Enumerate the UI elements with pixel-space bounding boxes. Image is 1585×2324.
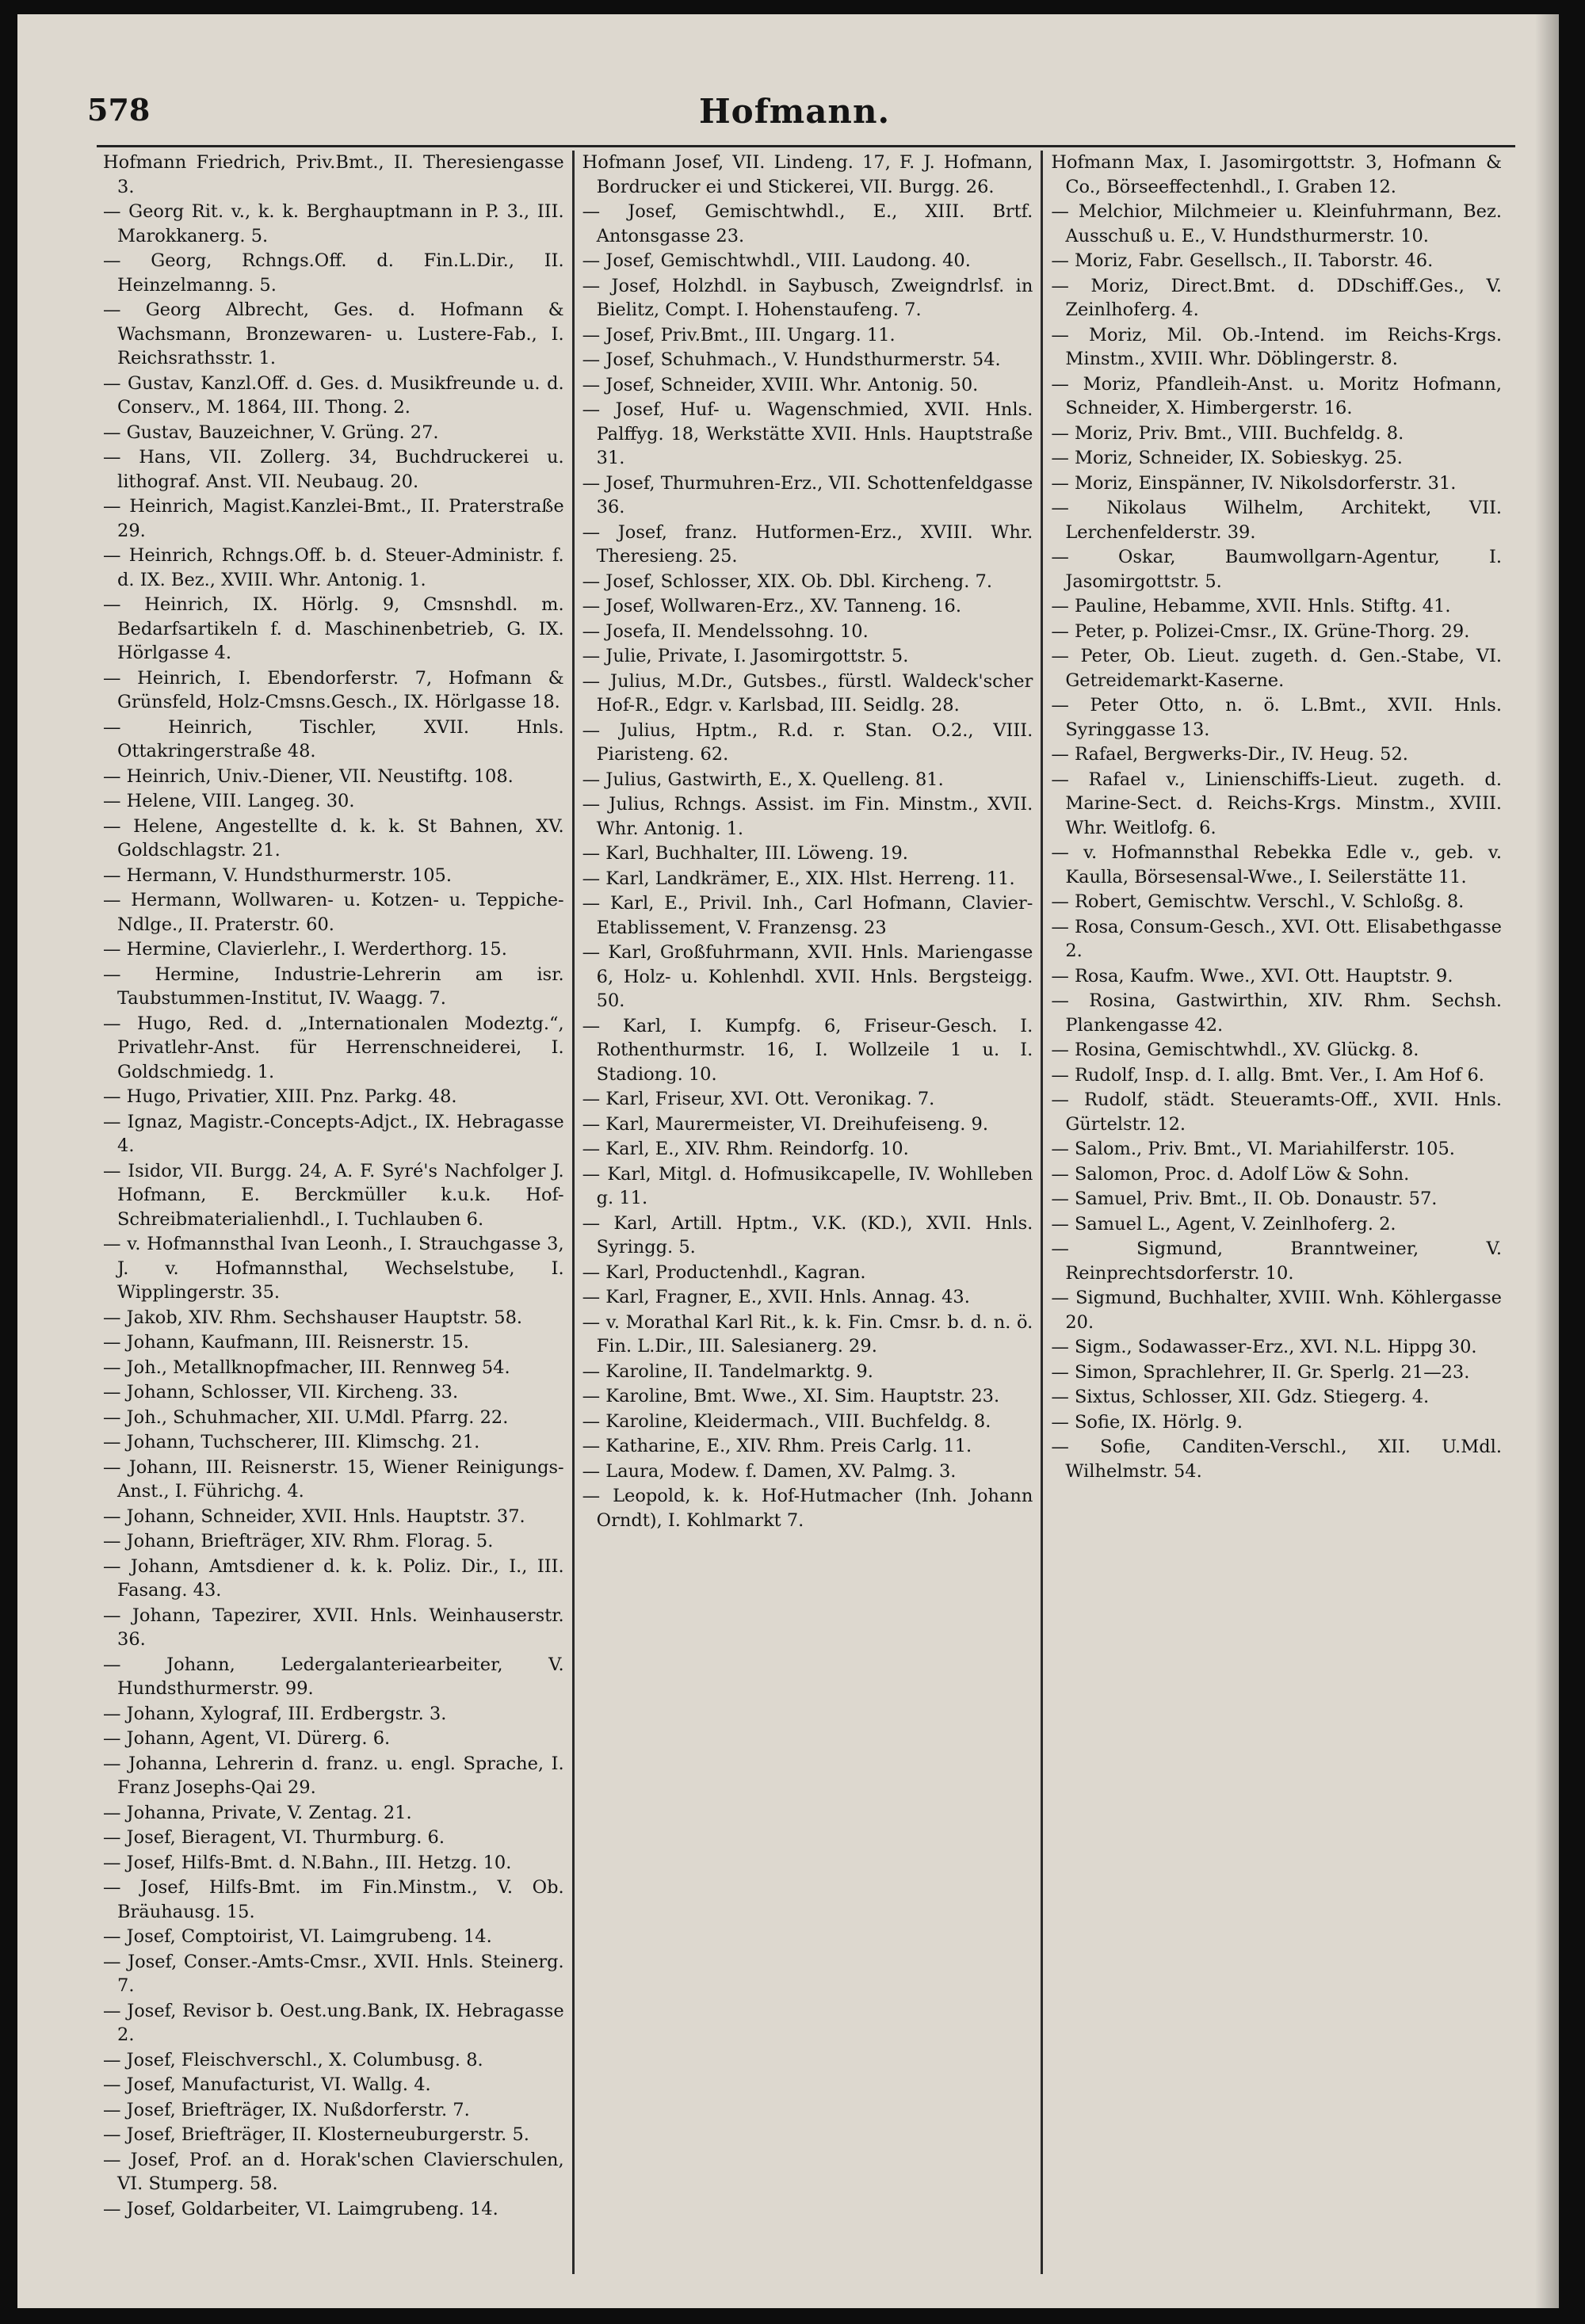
column-2 <box>572 151 1041 2274</box>
directory-entry: — Georg Rit. v., k. k. Berghauptmann in P. 3., III. Marokkanerg. 5. <box>103 201 564 246</box>
directory-entry: — Moriz, Fabr. Gesellsch., II. Taborstr. 46. <box>1051 250 1434 271</box>
directory-entry: — Josef, Hilfs-Bmt. im Fin.Minstm., V. Ob. Bräuhausg. 15. <box>103 1877 564 1922</box>
directory-entry: — Salomon, Proc. d. Adolf Löw & Sohn. <box>1051 1163 1410 1185</box>
directory-entry: — Josef, Manufacturist, VI. Wallg. 4. <box>103 2074 431 2095</box>
directory-entry: — Josef, Schlosser, XIX. Ob. Dbl. Kircheng. 7. <box>582 571 992 592</box>
directory-entry: — Josef, Wollwaren-Erz., XV. Tanneng. 16. <box>582 596 962 616</box>
directory-entry: — Georg Albrecht, Ges. d. Hofmann & Wachsmann, Bronzewaren- u. Lustere-Fab., I. Reichsrathsstr. 1. <box>103 300 564 368</box>
directory-entry: — Sigm., Sodawasser-Erz., XVI. N.L. Hippg 30. <box>1051 1337 1477 1357</box>
directory-entry: — Helene, Angestellte d. k. k. St Bahnen, XV. Goldschlagstr. 21. <box>103 815 564 861</box>
directory-entry: — Pauline, Hebamme, XVII. Hnls. Stiftg. 41. <box>1051 596 1451 616</box>
directory-entry: — Josef, Goldarbeiter, VI. Laimgrubeng. 14. <box>103 2198 498 2219</box>
directory-entry: — Josefa, II. Mendelssohng. 10. <box>582 620 869 642</box>
directory-entry: — Josef, Huf- u. Wagenschmied, XVII. Hnls. Palffyg. 18, Werkstätte XVII. Hnls. Hauptstraße 31. <box>582 399 1033 468</box>
header-rule <box>97 145 1515 147</box>
directory-entry: — Rafael v., Linienschiffs-Lieut. zugeth. d. Marine-Sect. d. Reichs-Krgs. Minstm., XVIII. Whr. Weitlofg. 6. <box>1051 769 1502 838</box>
directory-entry: — Johann, Agent, VI. Dürerg. 6. <box>103 1728 391 1749</box>
directory-entry: — Melchior, Milchmeier u. Kleinfuhrmann, Bez. Ausschuß u. E., V. Hundsthurmerstr. 10. <box>1051 201 1502 246</box>
directory-entry: — Sofie, Canditen-Verschl., XII. U.Mdl. Wilhelmstr. 54. <box>1051 1437 1502 1482</box>
directory-entry: — Karoline, Bmt. Wwe., XI. Sim. Hauptstr. 23. <box>582 1386 1000 1406</box>
directory-entry: — Moriz, Priv. Bmt., VIII. Buchfeldg. 8. <box>1051 422 1404 444</box>
directory-entry: — Hermine, Clavierlehr., I. Werderthorg. 15. <box>103 939 507 960</box>
directory-entry: — Helene, VIII. Langeg. 30. <box>103 791 355 811</box>
directory-entry: — Johann, Tapezirer, XVII. Hnls. Weinhauserstr. 36. <box>103 1605 564 1650</box>
directory-entry: — Sigmund, Buchhalter, XVIII. Wnh. Köhlergasse 20. <box>1051 1288 1502 1333</box>
directory-entry: — Hermine, Industrie-Lehrerin am isr. Taubstummen-Institut, IV. Waagg. 7. <box>103 964 564 1009</box>
directory-entry: — Julius, Gastwirth, E., X. Quelleng. 81. <box>582 769 944 790</box>
directory-entry: — Simon, Sprachlehrer, II. Gr. Sperlg. 21—23. <box>1051 1361 1470 1383</box>
directory-entry: — Johann, Tuchscherer, III. Klimschg. 21. <box>103 1432 480 1452</box>
directory-entry: — Salom., Priv. Bmt., VI. Mariahilferstr. 105. <box>1051 1139 1455 1159</box>
directory-entry: — Julius, Rchngs. Assist. im Fin. Minstm., XVII. Whr. Antonig. 1. <box>582 794 1033 839</box>
directory-entry: — Peter, p. Polizei-Cmsr., IX. Grüne-Thorg. 29. <box>1051 620 1470 642</box>
directory-entry: — Sixtus, Schlosser, XII. Gdz. Stiegerg. 4. <box>1051 1387 1430 1407</box>
directory-entry: — Johann, Xylograf, III. Erdbergstr. 3. <box>103 1703 447 1724</box>
directory-entry: — Sofie, IX. Hörlg. 9. <box>1051 1411 1243 1433</box>
directory-entry: — Josef, Revisor b. Oest.ung.Bank, IX. Hebragasse 2. <box>103 2000 564 2045</box>
directory-entry: — Georg, Rchngs.Off. d. Fin.L.Dir., II. Heinzelmanng. 5. <box>103 250 564 296</box>
directory-entry: — Johann, Schneider, XVII. Hnls. Hauptstr. 37. <box>103 1505 525 1527</box>
directory-entry: — Heinrich, IX. Hörlg. 9, Cmsnshdl. m. Bedarfsartikeln f. d. Maschinenbetrieb, G. IX. Hörlgasse 4. <box>103 594 564 663</box>
directory-entry: — Johann, Amtsdiener d. k. k. Poliz. Dir., I., III. Fasang. 43. <box>103 1555 564 1601</box>
directory-entry: — v. Hofmannsthal Ivan Leonh., I. Strauchgasse 3, J. v. Hofmannsthal, Wechselstube, I. Wipplingerstr. 35. <box>103 1234 564 1303</box>
directory-entry: — Julius, M.Dr., Gutsbes., fürstl. Waldeck'scher Hof-R., Edgr. v. Karlsbad, III. Seidlg. 28. <box>582 670 1033 716</box>
directory-entry: — Isidor, VII. Burgg. 24, A. F. Syré's Nachfolger J. Hofmann, E. Berckmüller k.u.k. Hof-Schreibmaterialienhdl., I. Tuchlauben 6. <box>103 1160 564 1230</box>
running-head: Hofmann. <box>699 92 891 131</box>
directory-entry: — Karl, I. Kumpfg. 6, Friseur-Gesch. I. Rothenthurmstr. 16, I. Wollzeile 1 u. I. Stadiong. 10. <box>582 1015 1033 1085</box>
directory-entry: — Josef, franz. Hutformen-Erz., XVIII. Whr. Theresieng. 25. <box>582 521 1033 567</box>
directory-entry: — Moriz, Einspänner, IV. Nikolsdorferstr. 31. <box>1051 472 1457 494</box>
directory-entry: — Samuel, Priv. Bmt., II. Ob. Donaustr. 57. <box>1051 1189 1438 1209</box>
directory-entry: — Oskar, Baumwollgarn-Agentur, I. Jasomirgottstr. 5. <box>1051 547 1502 592</box>
directory-entry: — Heinrich, Univ.-Diener, VII. Neustiftg. 108. <box>103 765 514 787</box>
directory-entry: — Karl, Landkrämer, E., XIX. Hlst. Herreng. 11. <box>582 868 1015 889</box>
directory-entry: — Heinrich, I. Ebendorferstr. 7, Hofmann & Grünsfeld, Holz-Cmsns.Gesch., IX. Hörlgasse 18. <box>103 667 564 712</box>
directory-entry: — Josef, Gemischtwhdl., E., XIII. Brtf. Antonsgasse 23. <box>582 201 1033 246</box>
directory-entry: — Heinrich, Rchngs.Off. b. d. Steuer-Administr. f. d. IX. Bez., XVIII. Whr. Antonig. 1. <box>103 545 564 590</box>
directory-entry: — Karl, Buchhalter, III. Löweng. 19. <box>582 843 908 864</box>
directory-entry: — Joh., Schuhmacher, XII. U.Mdl. Pfarrg. 22. <box>103 1406 509 1428</box>
directory-entry: — Karoline, II. Tandelmarktg. 9. <box>582 1360 873 1382</box>
directory-entry: — Josef, Holzhdl. in Saybusch, Zweigndrlsf. in Bielitz, Compt. I. Hohenstaufeng. 7. <box>582 275 1033 320</box>
directory-entry: — Rosina, Gemischtwhdl., XV. Glückg. 8. <box>1051 1040 1419 1060</box>
directory-entry: — Hans, VII. Zollerg. 34, Buchdruckerei u. lithograf. Anst. VII. Neubaug. 20. <box>103 447 564 492</box>
directory-entry: — Rudolf, städt. Steueramts-Off., XVII. Hnls. Gürtelstr. 12. <box>1051 1089 1502 1135</box>
directory-entry: — Sigmund, Branntweiner, V. Reinprechtsdorferstr. 10. <box>1051 1238 1502 1284</box>
directory-entry: — Karl, Großfuhrmann, XVII. Hnls. Mariengasse 6, Holz- u. Kohlenhdl. XVII. Hnls. Bergsteigg. 50. <box>582 942 1033 1011</box>
page-edge-shadow <box>1535 14 1559 2308</box>
directory-entry: — Josef, Gemischtwhdl., VIII. Laudong. 40. <box>582 250 971 271</box>
directory-entry: — Karl, Maurermeister, VI. Dreihufeiseng. 9. <box>582 1113 988 1135</box>
directory-entry: — Karl, Artill. Hptm., V.K. (KD.), XVII. Hnls. Syringg. 5. <box>582 1212 1033 1257</box>
directory-entry: — Moriz, Mil. Ob.-Intend. im Reichs-Krgs. Minstm., XVIII. Whr. Döblingerstr. 8. <box>1051 324 1502 369</box>
directory-entry: — Josef, Bieragent, VI. Thurmburg. 6. <box>103 1827 445 1848</box>
directory-entry: — Julius, Hptm., R.d. r. Stan. O.2., VIII. Piaristeng. 62. <box>582 719 1033 765</box>
directory-entry: — Josef, Briefträger, II. Klosterneuburgerstr. 5. <box>103 2124 529 2145</box>
directory-entry: — Hugo, Privatier, XIII. Pnz. Parkg. 48. <box>103 1086 457 1107</box>
directory-entry: — Hermann, Wollwaren- u. Kotzen- u. Teppiche-Ndlge., II. Praterstr. 60. <box>103 890 564 935</box>
directory-entry: Hofmann Max, I. Jasomirgottstr. 3, Hofmann & Co., Börseeffectenhdl., I. Graben 12. <box>1051 152 1502 197</box>
directory-entry: Hofmann Friedrich, Priv.Bmt., II. Theresiengasse 3. <box>103 152 564 197</box>
directory-entry: — Rudolf, Insp. d. I. allg. Bmt. Ver., I. Am Hof 6. <box>1051 1064 1484 1086</box>
directory-entry: — Karl, E., XIV. Rhm. Reindorfg. 10. <box>582 1139 909 1159</box>
directory-entry: — Johann, Briefträger, XIV. Rhm. Florag. 5. <box>103 1531 494 1551</box>
directory-entry: — Johann, III. Reisnerstr. 15, Wiener Reinigungs-Anst., I. Führichg. 4. <box>103 1456 564 1502</box>
directory-entry: — Josef, Hilfs-Bmt. d. N.Bahn., III. Hetzg. 10. <box>103 1852 512 1873</box>
directory-entry: — Josef, Prof. an d. Horak'schen Clavierschulen, VI. Stumperg. 58. <box>103 2149 564 2194</box>
directory-entry: — Peter, Ob. Lieut. zugeth. d. Gen.-Stabe, VI. Getreidemarkt-Kaserne. <box>1051 646 1502 691</box>
directory-entry: — Josef, Schuhmach., V. Hundsthurmerstr. 54. <box>582 349 1001 370</box>
directory-entry: — Jakob, XIV. Rhm. Sechshauser Hauptstr. 58. <box>103 1307 523 1328</box>
directory-entry: — Moriz, Direct.Bmt. d. DDschiff.Ges., V. Zeinlhoferg. 4. <box>1051 275 1502 320</box>
directory-entry: — Rosina, Gastwirthin, XIV. Rhm. Sechsh. Plankengasse 42. <box>1051 990 1502 1036</box>
directory-entry: — Johann, Schlosser, VII. Kircheng. 33. <box>103 1382 459 1402</box>
directory-entry: — Robert, Gemischtw. Verschl., V. Schloßg. 8. <box>1051 891 1465 912</box>
directory-entry: — Rosa, Kaufm. Wwe., XVI. Ott. Hauptstr. 9. <box>1051 965 1453 986</box>
directory-entry: — Johann, Ledergalanteriearbeiter, V. Hundsthurmerstr. 99. <box>103 1654 564 1699</box>
directory-entry: — Karl, Mitgl. d. Hofmusikcapelle, IV. Wohlleben g. 11. <box>582 1163 1033 1208</box>
directory-entry: — Joh., Metallknopfmacher, III. Rennweg 54. <box>103 1357 510 1378</box>
directory-entry: — Leopold, k. k. Hof-Hutmacher (Inh. Johann Orndt), I. Kohlmarkt 7. <box>582 1486 1033 1531</box>
directory-entry: — Katharine, E., XIV. Rhm. Preis Carlg. 11. <box>582 1436 972 1456</box>
directory-entry: — Heinrich, Magist.Kanzlei-Bmt., II. Praterstraße 29. <box>103 496 564 541</box>
page-number: 578 <box>87 92 151 128</box>
directory-entry: — Peter Otto, n. ö. L.Bmt., XVII. Hnls. Syringgasse 13. <box>1051 695 1502 740</box>
directory-entry: — Josef, Briefträger, IX. Nußdorferstr. 7. <box>103 2099 470 2120</box>
directory-entry: — Rafael, Bergwerks-Dir., IV. Heug. 52. <box>1051 744 1408 765</box>
directory-entry: — Julie, Private, I. Jasomirgottstr. 5. <box>582 646 909 666</box>
directory-entry: — Nikolaus Wilhelm, Architekt, VII. Lerchenfelderstr. 39. <box>1051 498 1502 543</box>
directory-entry: Hofmann Josef, VII. Lindeng. 17, F. J. Hofmann, Bordrucker ei und Stickerei, VII. Burgg. 26. <box>582 152 1033 197</box>
directory-entry: — Heinrich, Tischler, XVII. Hnls. Ottakringerstraße 48. <box>103 716 564 761</box>
directory-entry: — Johanna, Private, V. Zentag. 21. <box>103 1802 412 1823</box>
directory-entry: — Hermann, V. Hundsthurmerstr. 105. <box>103 864 453 886</box>
directory-entry: — Moriz, Schneider, IX. Sobieskyg. 25. <box>1051 448 1403 468</box>
directory-entry: — Samuel L., Agent, V. Zeinlhoferg. 2. <box>1051 1213 1396 1235</box>
directory-entry: — Karl, Productenhdl., Kagran. <box>582 1261 866 1283</box>
directory-entry: — Josef, Fleischverschl., X. Columbusg. 8. <box>103 2049 483 2070</box>
directory-entry: — Josef, Thurmuhren-Erz., VII. Schottenfeldgasse 36. <box>582 472 1033 517</box>
directory-entry: — Rosa, Consum-Gesch., XVI. Ott. Elisabethgasse 2. <box>1051 916 1502 961</box>
directory-entry: — Josef, Priv.Bmt., III. Ungarg. 11. <box>582 324 896 345</box>
entry-columns <box>103 151 1510 2274</box>
directory-entry: — Johann, Kaufmann, III. Reisnerstr. 15. <box>103 1332 469 1353</box>
directory-entry: — Karoline, Kleidermach., VIII. Buchfeldg. 8. <box>582 1410 991 1432</box>
directory-entry: — Ignaz, Magistr.-Concepts-Adjct., IX. Hebragasse 4. <box>103 1111 564 1156</box>
directory-entry: — v. Hofmannsthal Rebekka Edle v., geb. v. Kaulla, Börsesensal-Wwe., I. Seilerstätte 11. <box>1051 842 1502 887</box>
directory-entry: — Gustav, Bauzeichner, V. Grüng. 27. <box>103 422 439 443</box>
directory-entry: — Laura, Modew. f. Damen, XV. Palmg. 3. <box>582 1460 957 1482</box>
directory-entry: — Gustav, Kanzl.Off. d. Ges. d. Musikfreunde u. d. Conserv., M. 1864, III. Thong. 2. <box>103 372 564 418</box>
directory-entry: — Karl, E., Privil. Inh., Carl Hofmann, Clavier-Etablissement, V. Franzensg. 23 <box>582 893 1033 938</box>
directory-entry: — Josef, Conser.-Amts-Cmsr., XVII. Hnls. Steinerg. 7. <box>103 1951 564 1996</box>
directory-page <box>17 14 1559 2308</box>
directory-entry: — Josef, Comptoirist, VI. Laimgrubeng. 14. <box>103 1926 492 1947</box>
column-1 <box>103 151 572 2274</box>
directory-entry: — Moriz, Pfandleih-Anst. u. Moritz Hofmann, Schneider, X. Himbergerstr. 16. <box>1051 373 1502 418</box>
directory-entry: — Johanna, Lehrerin d. franz. u. engl. Sprache, I. Franz Josephs-Qai 29. <box>103 1753 564 1798</box>
column-3 <box>1041 151 1510 2274</box>
directory-entry: — Hugo, Red. d. „Internationalen Modeztg.“, Privatlehr-Anst. für Herrenschneiderei, I. Goldschmiedg. 1. <box>103 1013 564 1082</box>
directory-entry: — Karl, Friseur, XVI. Ott. Veronikag. 7. <box>582 1089 935 1109</box>
directory-entry: — Josef, Schneider, XVIII. Whr. Antonig. 50. <box>582 374 979 395</box>
directory-entry: — Karl, Fragner, E., XVII. Hnls. Annag. 43. <box>582 1287 970 1307</box>
directory-entry: — v. Morathal Karl Rit., k. k. Fin. Cmsr. b. d. n. ö. Fin. L.Dir., III. Salesianerg. 29. <box>582 1311 1033 1357</box>
